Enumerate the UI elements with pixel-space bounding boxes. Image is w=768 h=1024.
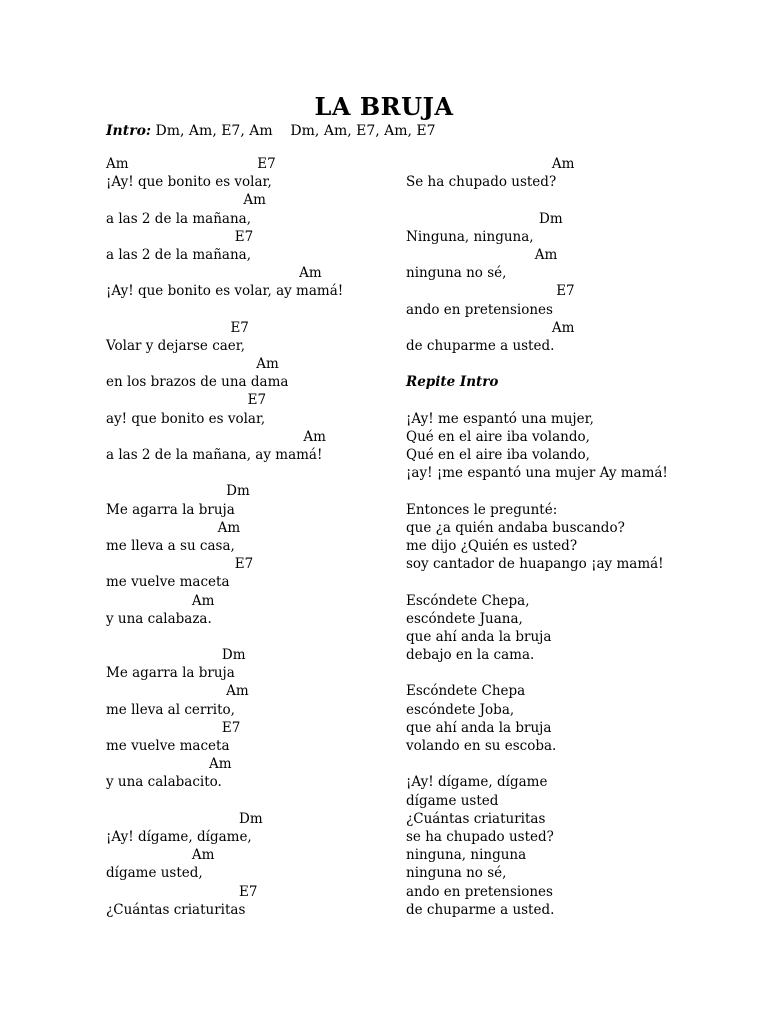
lyric-line: ¡Ay! que bonito es volar, (106, 174, 272, 191)
lyric-line: Me agarra la bruja (106, 665, 235, 682)
chord-line: Am (106, 192, 266, 209)
left-lyrics-column (106, 155, 343, 919)
blank-line (106, 301, 343, 319)
lyric-line: que ahí anda la bruja (406, 719, 552, 736)
chord-line: E7 (106, 392, 267, 409)
blank-line (406, 482, 668, 500)
lyric-line: Escóndete Chepa, (406, 592, 530, 609)
lyric-line: ¡ay! ¡me espantó una mujer Ay mamá! (406, 465, 668, 482)
lyric-line: me vuelve maceta (106, 574, 230, 591)
lyric-line: me lleva al cerrito, (106, 701, 235, 718)
lyric-line: Qué en el aire iba volando, (406, 428, 590, 445)
intro-chords: Dm, Am, E7, Am Dm, Am, E7, Am, E7 (151, 123, 436, 139)
chord-line: Am (406, 156, 575, 172)
blank-line (406, 755, 668, 773)
chord-line: Am (106, 519, 241, 536)
lyric-line: Ninguna, ninguna, (406, 228, 534, 245)
lyric-line: Escóndete Chepa (406, 683, 526, 700)
lyric-line: y una calabacito. (106, 774, 222, 791)
section-heading: Repite Intro (406, 374, 499, 391)
blank-line (106, 464, 343, 482)
lyric-line: a las 2 de la mañana, (106, 210, 252, 227)
lyric-line: debajo en la cama. (406, 647, 535, 664)
lyric-line: Me agarra la bruja (106, 501, 235, 518)
blank-line (406, 664, 668, 682)
lyric-line: se ha chupado usted? (406, 828, 554, 845)
chord-line: Am (106, 356, 279, 373)
lyric-line: Qué en el aire iba volando, (406, 447, 590, 463)
lyric-line: de chuparme a usted. (406, 901, 555, 918)
chord-line: Dm (106, 647, 246, 664)
chord-line: Dm (406, 210, 563, 227)
lyric-line: ¿Cuántas criaturitas (106, 901, 246, 918)
blank-line (406, 191, 668, 209)
blank-line (406, 391, 668, 409)
lyric-line: ¡Ay! dígame, dígame, (106, 828, 252, 845)
chord-line: Am (106, 847, 215, 864)
chord-line: Am (106, 756, 232, 773)
blank-line (406, 573, 668, 591)
lyric-line: ando en pretensiones (406, 883, 553, 900)
lyric-line: Volar y dejarse caer, (106, 337, 246, 354)
lyric-line: ay! que bonito es volar, (106, 410, 266, 427)
chord-line: E7 (106, 556, 254, 573)
lyric-line: de chuparme a usted. (406, 337, 555, 354)
chord-line: Am (406, 246, 558, 263)
lyric-line: me lleva a su casa, (106, 537, 235, 554)
intro-line (106, 123, 436, 139)
lyric-line: a las 2 de la mañana, ay mamá! (106, 447, 323, 463)
lyric-line: ¡Ay! me espantó una mujer, (406, 410, 594, 427)
chord-line: Dm (106, 483, 250, 500)
blank-line (106, 792, 343, 810)
chord-line: Am (406, 319, 575, 336)
chord-line: E7 (106, 719, 241, 736)
chord-line: Am (106, 683, 249, 700)
lyric-line: Entonces le pregunté: (406, 501, 558, 518)
right-lyrics-column (406, 155, 668, 919)
lyric-line: ¡Ay! dígame, dígame (406, 774, 548, 791)
chord-line: Am (106, 592, 215, 609)
lyric-line: Se ha chupado usted? (406, 174, 557, 191)
intro-label: Intro: (106, 123, 152, 139)
lyric-line: escóndete Joba, (406, 701, 515, 718)
lyric-line: en los brazos de una dama (106, 374, 289, 391)
lyric-line: ¿Cuántas criaturitas (406, 810, 546, 827)
lyric-line: ninguna no sé, (406, 265, 507, 282)
chord-line: Am E7 (106, 156, 276, 172)
lyric-line: dígame usted, (106, 865, 203, 882)
lyric-line: ninguna no sé, (406, 865, 507, 882)
lyric-line: me dijo ¿Quién es usted? (406, 537, 578, 554)
chord-line: E7 (106, 883, 258, 900)
blank-line (106, 628, 343, 646)
lyric-line: a las 2 de la mañana, (106, 246, 252, 263)
lyric-line: ninguna, ninguna (406, 847, 527, 864)
song-title: LA BRUJA (314, 92, 454, 121)
chord-line: E7 (106, 319, 249, 336)
lyric-line: dígame usted (406, 792, 499, 809)
blank-line (406, 355, 668, 373)
lyric-line: y una calabaza. (106, 610, 212, 627)
chord-line: E7 (106, 228, 254, 245)
chord-line: E7 (406, 283, 575, 300)
lyric-line: soy cantador de huapango ¡ay mamá! (406, 556, 664, 573)
lyric-line: me vuelve maceta (106, 738, 230, 754)
lyric-line: ¡Ay! que bonito es volar, ay mamá! (106, 283, 344, 300)
lyric-line: escóndete Juana, (406, 610, 523, 627)
chord-line: Dm (106, 810, 263, 827)
chord-line: Am (106, 428, 326, 445)
lyric-line: que ¿a quién andaba buscando? (406, 519, 625, 536)
lyric-line: volando en su escoba. (406, 738, 557, 754)
chord-line: Am (106, 265, 322, 282)
lyric-line: que ahí anda la bruja (406, 628, 552, 645)
lyric-line: ando en pretensiones (406, 301, 553, 318)
